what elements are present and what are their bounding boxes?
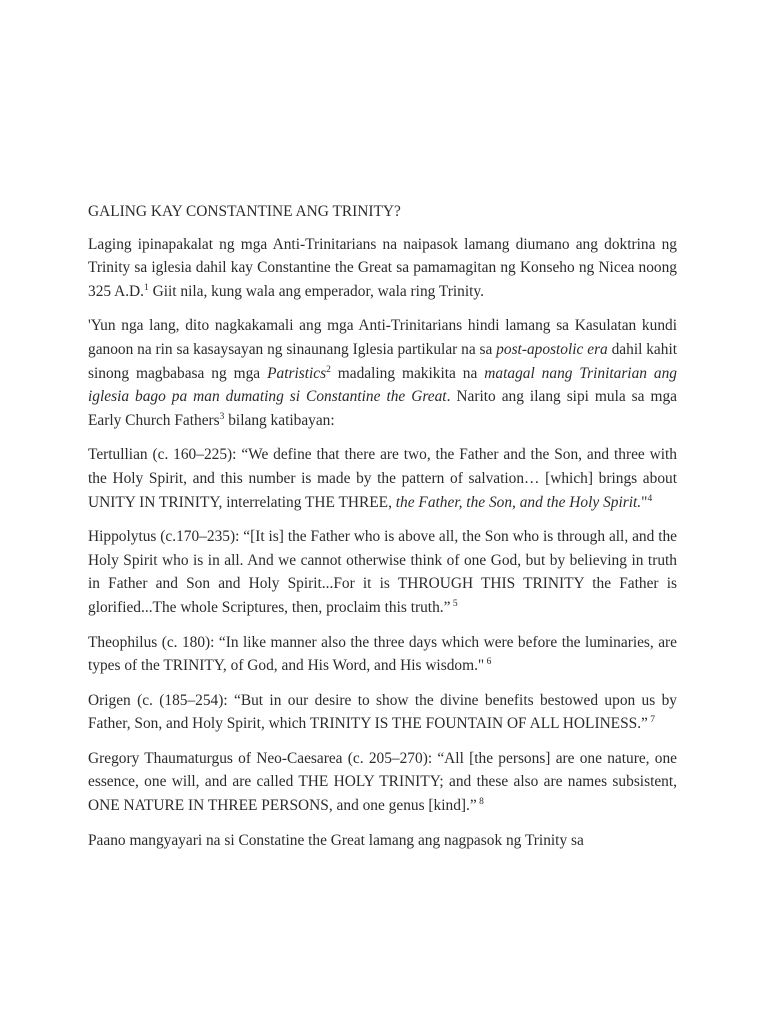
footnote-ref-7: 7 (647, 715, 656, 726)
paragraph-text: madaling makikita na (330, 364, 485, 382)
document-title: GALING KAY CONSTANTINE ANG TRINITY? (88, 203, 401, 220)
footnote-ref-8: 8 (476, 796, 484, 807)
quote-gregory (88, 747, 677, 818)
footnote-ref-5: 5 (450, 598, 458, 609)
paragraph-text: . Narito ang ilang sipi mula sa mga Early Church Fathers (88, 388, 677, 429)
paragraph-text: bilang katibayan: (224, 411, 335, 429)
footnote-ref-3: 3 (219, 411, 225, 422)
paragraph-argument (88, 314, 677, 432)
paragraph-text: Giit nila, kung wala ang emperador, wala ring Trinity. (148, 282, 484, 300)
italic-text: the Father, the Son, and the Holy Spirit. (395, 493, 642, 511)
quote-tertullian (88, 443, 677, 514)
paragraph-text: Theophilus (c. 180): “In like manner also the three days which were before the luminaries, are types of the TRINITY, of God, and His Word, and His wisdom." (88, 633, 677, 675)
paragraph-text: dahil kahit sinong magbabasa ng mga (88, 340, 677, 382)
paragraph-text: Paano mangyayari na si Constatine the Great lamang ang nagpasok ng Trinity sa (88, 831, 584, 849)
italic-text: post-apostolic era (496, 340, 608, 358)
quote-theophilus (88, 631, 677, 678)
paragraph-text: Hippolytus (c.170–235): “[It is] the Father who is above all, the Son who is through all, and the Holy Spirit who is in all. And we cannot otherwise think of one God, but by believing in truth in Father and Son and Holy Spirit...For it is THROUGH THIS TRINITY the Father is glorified...The whole Scriptures, then, proclaim this truth.” (88, 528, 677, 616)
footnote-ref-2: 2 (326, 364, 331, 375)
footnote-ref-4: 4 (647, 493, 653, 504)
italic-text: Patristics (267, 364, 327, 382)
italic-text: matagal nang Trinitarian ang iglesia bago pa man dumating si Constantine the Great (88, 364, 678, 406)
quote-hippolytus (88, 525, 677, 619)
document-page (88, 200, 677, 863)
quote-origen (88, 689, 677, 736)
paragraph-text: Gregory Thaumaturgus of Neo-Caesarea (c. 205–270): “All [the persons] are one nature, one essence, one will, and are called THE HOLY TRINITY; and these also are names subsistent, ONE NATURE IN THREE PERSONS, and one genus [kind].” (88, 749, 677, 815)
footnote-ref-6: 6 (484, 656, 492, 667)
paragraph-text: Laging ipinapakalat ng mga Anti-Trinitarians na naipasok lamang diumano ang doktrina ng Trinity sa iglesia dahil kay Constantine the Great sa pamamagitan ng Konseho ng Nicea noong 325 A.D. (88, 235, 677, 300)
paragraph-text: 'Yun nga lang, dito nagkakamali ang mga Anti-Trinitarians hindi lamang sa Kasulatan kundi ganoon na rin sa kasaysayan ng sinaunang Iglesia partikular na sa (88, 317, 677, 358)
paragraph-text: " (641, 493, 648, 511)
footnote-ref-1: 1 (144, 282, 149, 293)
paragraph-text: Origen (c. (185–254): “But in our desire to show the divine benefits bestowed upon us by Father, Son, and Holy Spirit, which TRINITY IS THE FOUNTAIN OF ALL HOLINESS.” (88, 691, 677, 733)
paragraph-intro (88, 233, 677, 304)
paragraph-closing (88, 829, 677, 853)
paragraph-text: Tertullian (c. 160–225): “We define that there are two, the Father and the Son, and three with the Holy Spirit, and this number is made by the pattern of salvation… [which] brings about UNITY IN TRINITY, interrelating THE THREE, (88, 446, 677, 511)
